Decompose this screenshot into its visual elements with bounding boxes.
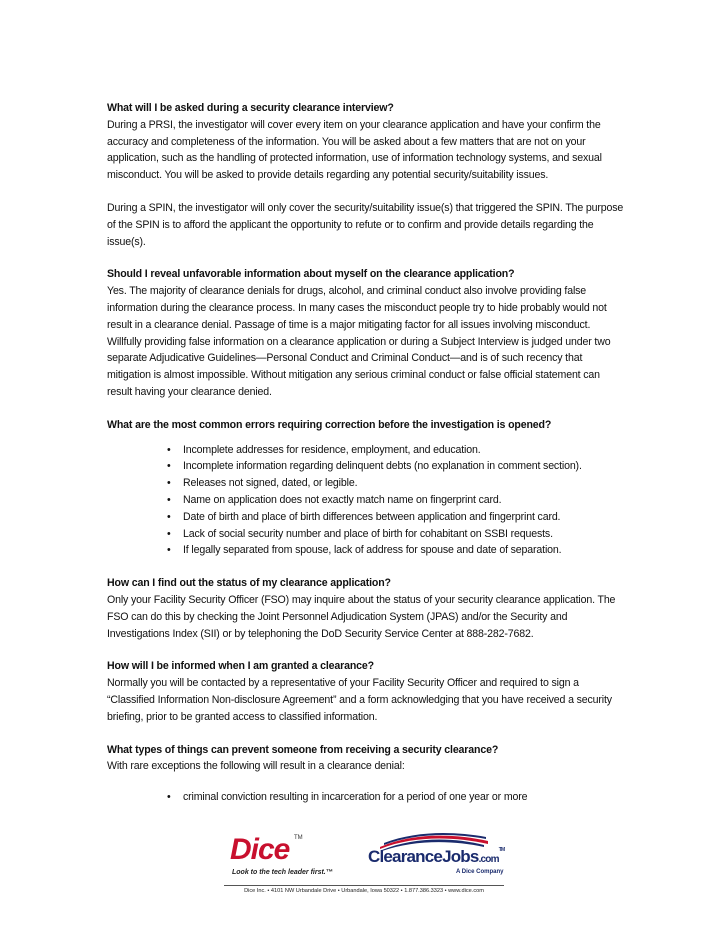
answer-paragraph: Only your Facility Security Officer (FSO) may inquire about the status of your security clearance application. The FSO can do this by checking the Joint Personnel Adjudication System (JPAS) and/or the Security and Investigations Index (SII) or by telephoning the DoD Security Service Center at 888-282-7682. [107, 593, 616, 640]
list-item: • Name on application does not exactly match name on fingerprint card. [167, 492, 627, 509]
question-heading: Should I reveal unfavorable information about myself on the clearance application? [107, 268, 515, 281]
dice-tagline: Look to the tech leader first.™ [232, 869, 333, 876]
question-heading: How can I find out the status of my clearance application? [107, 577, 391, 590]
question-heading: What types of things can prevent someone from receiving a security clearance? [107, 743, 499, 756]
footer-logos [222, 827, 505, 897]
answer-paragraph: Normally you will be contacted by a representative of your Facility Security Officer and required to sign a “Classified Information Non-disclosure Agreement” and a form acknowledging that you have received a security briefing, prior to be granted access to classified information. [107, 677, 612, 723]
faq-section-unfavorable-info [107, 266, 627, 400]
list-item: • Date of birth and place of birth differences between application and fingerprint card. [167, 509, 627, 526]
clearancejobs-dotcom: .com [478, 854, 499, 865]
list-item: • Incomplete addresses for residence, employment, and education. [167, 442, 627, 459]
list-item: • Releases not signed, dated, or legible. [167, 475, 627, 492]
faq-section-common-errors [107, 417, 627, 559]
answer-paragraph: During a SPIN, the investigator will only cover the security/suitability issue(s) that triggered the SPIN. The purpose of the SPIN is to afford the applicant the opportunity to refute or to confirm and provide details regarding the issue(s). [107, 201, 624, 248]
faq-section-interview-spin [107, 200, 627, 250]
error-list [167, 442, 627, 560]
answer-paragraph: During a PRSI, the investigator will cover every item on your clearance application and have your confirm the accuracy and completeness of the information. You will be asked about a few matters that are not on your application, such as the handling of protected information, use of information technology systems, and sexual misconduct. You will be asked to provide details regarding any potential security/suitability issues. [107, 118, 602, 182]
faq-section-interview [107, 100, 627, 184]
answer-paragraph: With rare exceptions the following will result in a clearance denial: [107, 760, 405, 773]
denial-list [167, 789, 627, 806]
dice-trademark: TM [294, 835, 303, 841]
list-item: • Lack of social security number and place of birth for cohabitant on SSBI requests. [167, 526, 627, 543]
dice-logo [230, 833, 350, 879]
faq-section-status [107, 575, 627, 642]
faq-section-informed [107, 658, 627, 725]
question-heading: How will I be informed when I am granted a clearance? [107, 660, 374, 673]
question-heading: What are the most common errors requiring correction before the investigation is opened? [107, 418, 552, 431]
answer-paragraph: Yes. The majority of clearance denials for drugs, alcohol, and criminal conduct also involve providing false information during the clearance process. In many cases the misconduct people try to hide probably would not result in a clearance denial. Passage of time is a major mitigating factor for all issues involving misconduct. Willfully providing false information on a clearance application or during a Subject Interview is judged under two separate Adjudicative Guidelines—Personal Conduct and Criminal Conduct—and is of such recency that mitigation is almost impossible. Without mitigation any serious criminal conduct or false official statement can result having your clearance denied. [107, 285, 611, 398]
clearancejobs-subtitle: A Dice Company [456, 869, 504, 875]
clearancejobs-logo [368, 833, 508, 879]
question-heading: What will I be asked during a security clearance interview? [107, 102, 394, 114]
clearancejobs-wordmark [368, 847, 504, 867]
list-item: • If legally separated from spouse, lack of address for spouse and date of separation. [167, 542, 627, 559]
list-item: • Incomplete information regarding delinquent debts (no explanation in comment section). [167, 458, 627, 475]
clearancejobs-trademark: TM [498, 847, 505, 853]
document-body [107, 100, 627, 822]
faq-section-prevent-clearance [107, 742, 627, 806]
dice-wordmark: Dice [230, 833, 290, 866]
footer-address: Dice Inc. • 4101 NW Urbandale Drive • Urbandale, Iowa 50322 • 1.877.386.3323 • www.dice.com [224, 885, 504, 897]
clearancejobs-name: ClearanceJobs [368, 847, 479, 866]
list-item: • criminal conviction resulting in incarceration for a period of one year or more [167, 789, 627, 806]
